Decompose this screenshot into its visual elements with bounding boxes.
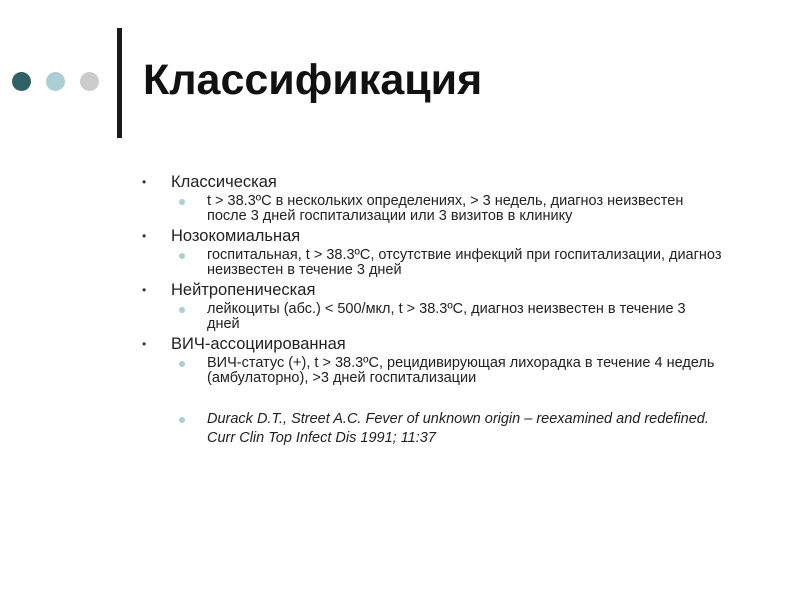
sub-bullet-icon — [179, 199, 185, 205]
sub-item-nosocomial — [142, 248, 722, 278]
item-label: Нозокомиальная — [171, 227, 301, 245]
bullet-icon: • — [142, 283, 147, 297]
bullet-icon: • — [142, 337, 147, 351]
item-detail: t > 38.3ºC в нескольких определениях, > 3 недель, диагноз неизвестен после 3 дней госпитализации или 3 визитов в клинику — [207, 193, 684, 224]
sub-bullet-icon — [179, 417, 185, 423]
sub-bullet-icon — [179, 361, 185, 367]
slide-title: Классификация — [143, 56, 483, 104]
title-divider — [117, 28, 122, 138]
list-item-nosocomial — [142, 226, 722, 246]
reference-item — [142, 410, 722, 448]
sub-bullet-icon — [179, 307, 185, 313]
sub-item-classic — [142, 194, 722, 224]
item-detail: госпитальная, t > 38.3ºC, отсутствие инфекций при госпитализации, диагноз неизвестен в течение 3 дней — [207, 247, 722, 278]
classification-list — [142, 170, 722, 450]
item-label: Классическая — [171, 173, 277, 191]
item-detail: ВИЧ-статус (+), t > 38.3ºC, рецидивирующая лихорадка в течение 4 недель (амбулаторно), >3 дней госпитализации — [207, 355, 715, 386]
sub-bullet-icon — [179, 253, 185, 259]
item-label: ВИЧ-ассоциированная — [171, 335, 346, 353]
bullet-icon: • — [142, 175, 147, 189]
item-detail: лейкоциты (абс.) < 500/мкл, t > 38.3ºC, диагноз неизвестен в течение 3 дней — [207, 301, 686, 332]
item-label: Нейтропеническая — [171, 281, 316, 299]
decorative-dot-gray — [80, 72, 99, 91]
reference-text: Durack D.T., Street A.C. Fever of unknown origin – reexamined and redefined. Curr Clin Top Infect Dis 1991; 11:37 — [207, 411, 709, 446]
bullet-icon: • — [142, 229, 147, 243]
list-item-hiv — [142, 334, 722, 354]
sub-item-hiv — [142, 356, 722, 386]
list-item-neutropenic — [142, 280, 722, 300]
decorative-dot-dark — [12, 72, 31, 91]
decorative-dot-light — [46, 72, 65, 91]
sub-item-neutropenic — [142, 302, 722, 332]
list-item-classic — [142, 172, 722, 192]
